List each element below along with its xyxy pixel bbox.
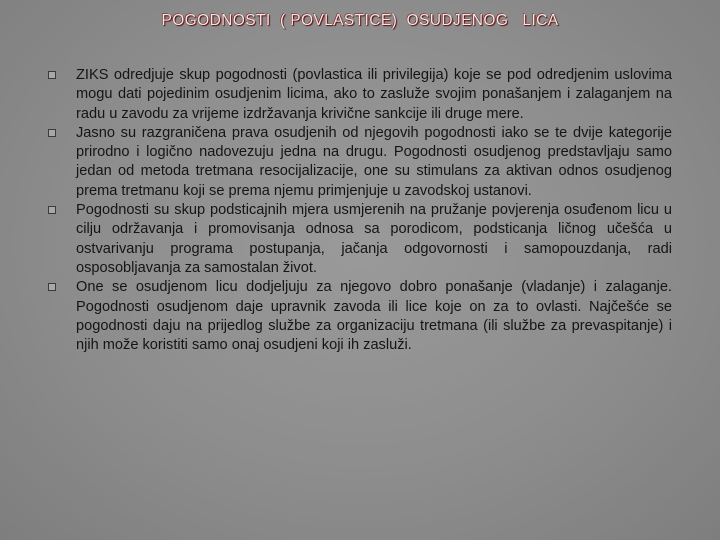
square-bullet-icon <box>48 71 56 79</box>
bullet-text: One se osudjenom licu dodjeljuju za njegovo dobro ponašanje (vladanje) i zalaganje. Pogodnosti osudjenom daje upravnik zavoda ili lice koje on za to ovlasti. Najčešće se pogodnosti daju na prijedlog službe za organizaciju tretmana (ili službe za prevaspitanje) i njih može koristiti samo onaj osudjeni koji ih zasluži. <box>76 279 672 354</box>
bullet-item-3 <box>48 201 672 278</box>
bullet-text: Jasno su razgraničena prava osudjenih od njegovih pogodnosti iako se te dvije kategorije prirodno i logično nadovezuju jedna na drugu. Pogodnosti osudjenog predstavljaju samo jedan od metoda tretmana resocijalizacije, one su stimulans za aktivan odnos osudjenog prema tretmanu koji se prema njemu primjenjuje u zavodskoj ustanovi. <box>76 124 672 199</box>
slide-title: POGODNOSTI ( POVLASTICE) OSUDJENOG LICA <box>161 12 559 29</box>
bullet-text: Pogodnosti su skup podsticajnih mjera usmjerenih na pružanje povjerenja osuđenom licu u cilju održavanja i promovisanja odnosa sa porodicom, podsticanja ličnog učešća u ostvarivanju programa postupanja, jačanja odgovornosti i samopouzdanja, radi osposobljavanja za samostalan život. <box>76 202 672 276</box>
bullet-list <box>48 66 672 355</box>
square-bullet-icon <box>48 206 56 214</box>
bullet-text: ZIKS odredjuje skup pogodnosti (povlastica ili privilegija) koje se pod odredjenim uslovima mogu dati pojedinim osudjenim licima, ako to zasluže svojim ponašanjem i zalaganjem na radu u zavodu za vrijeme izdržavanja krivične sankcije ili druge mere. <box>76 67 672 122</box>
bullet-item-2 <box>48 124 672 201</box>
square-bullet-icon <box>48 283 56 291</box>
bullet-item-4 <box>48 278 672 355</box>
square-bullet-icon <box>48 129 56 137</box>
bullet-item-1 <box>48 66 672 124</box>
